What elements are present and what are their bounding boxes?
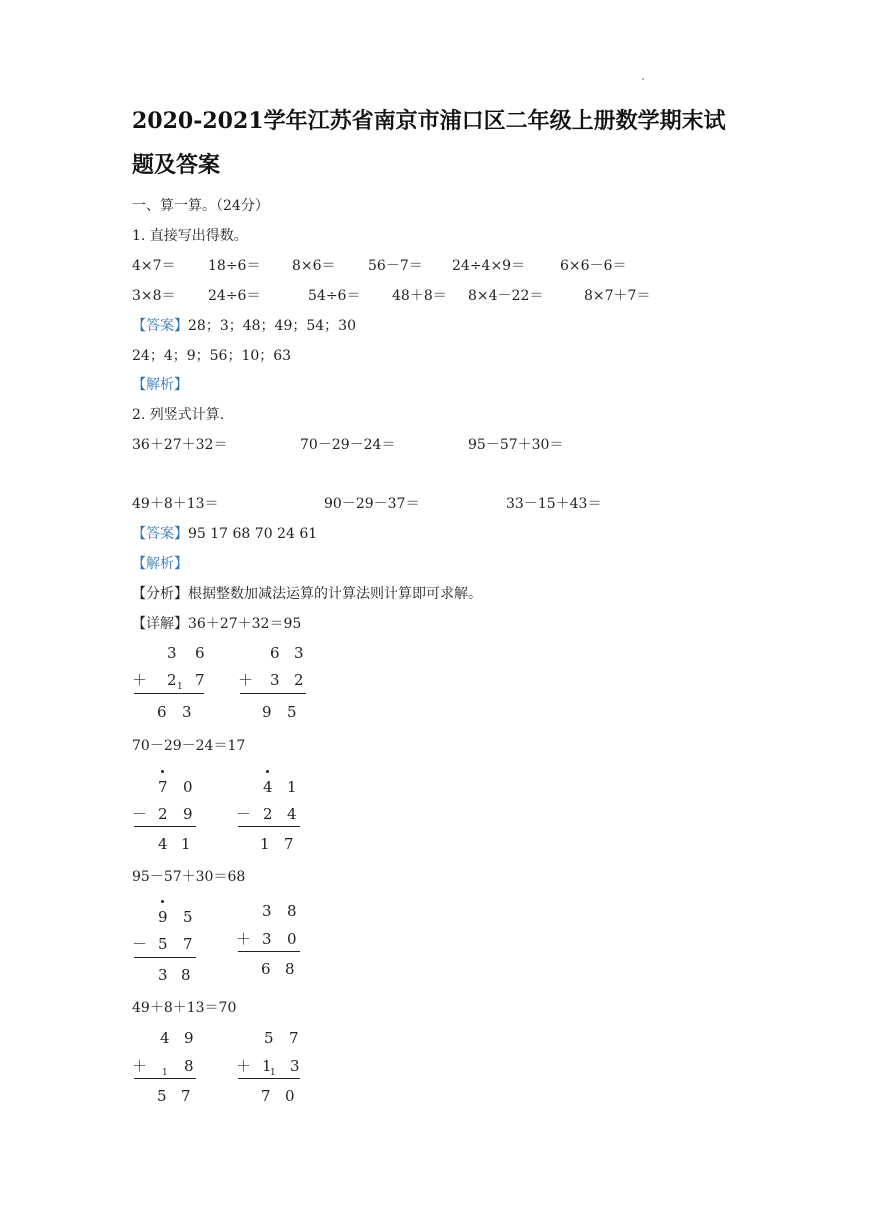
digit: 6 (195, 644, 205, 662)
digit: 0 (285, 1087, 295, 1105)
digit: 2 (294, 671, 304, 689)
answer-text: 28；3；48；49；54；30 (188, 318, 356, 334)
q1-problem: 54÷6＝ (308, 288, 361, 304)
digit: 1 (262, 1057, 272, 1075)
sum-line (238, 1078, 300, 1079)
q2-problem: 49＋8＋13＝ (132, 496, 219, 512)
digit: 3 (167, 644, 177, 662)
digit: 7 (195, 671, 205, 689)
q1-problem: 3×8＝ (132, 288, 176, 304)
q2-analysis-label: 【解析】 (132, 556, 188, 572)
q2-problem: 70－29－24＝ (300, 437, 396, 453)
digit: 5 (157, 1087, 167, 1105)
difference-line (238, 826, 300, 827)
digit: 3 (182, 703, 192, 721)
digit: 0 (287, 930, 297, 948)
borrow-dot (266, 770, 269, 773)
digit: 2 (263, 805, 273, 823)
digit: 7 (183, 935, 193, 953)
document-title-line2: 题及答案 (132, 152, 221, 178)
answer-label: 【答案】 (132, 318, 188, 334)
q2-fenxi (132, 585, 482, 603)
digit: 8 (285, 960, 295, 978)
digit: 9 (184, 1029, 194, 1047)
digit: 3 (270, 671, 280, 689)
q2-answer (132, 525, 317, 543)
plus-sign: ＋ (236, 1057, 252, 1075)
q2-problem: 33－15＋43＝ (506, 496, 602, 512)
digit: 6 (261, 960, 271, 978)
digit: 5 (264, 1029, 274, 1047)
document-title-line1: 2020-2021学年江苏省南京市浦口区二年级上册数学期末试 (132, 108, 726, 134)
digit: 8 (184, 1057, 194, 1075)
digit: 3 (262, 930, 272, 948)
plus-sign: ＋ (238, 671, 254, 689)
carry-mark: 1 (162, 1068, 168, 1078)
sum-line (134, 693, 204, 694)
q1-problem: 8×6＝ (292, 258, 336, 274)
digit: 9 (183, 805, 193, 823)
digit: 5 (183, 908, 193, 926)
digit: 1 (181, 835, 191, 853)
q1-problem: 6×6－6＝ (560, 258, 627, 274)
digit: 7 (284, 835, 294, 853)
question-2-heading: 2. 列竖式计算. (132, 407, 225, 423)
digit: 3 (262, 902, 272, 920)
digit: 4 (158, 835, 168, 853)
xiangjie-label: 【详解】 (132, 616, 188, 632)
digit: 4 (287, 805, 297, 823)
digit: 4 (263, 778, 273, 796)
q1-problem: 24÷4×9＝ (452, 258, 526, 274)
digit: 2 (158, 805, 168, 823)
q1-problem: 8×7＋7＝ (584, 288, 651, 304)
q1-problem: 48＋8＝ (392, 288, 447, 304)
sum-line (134, 1078, 196, 1079)
q2-problem: 95－57＋30＝ (468, 437, 564, 453)
plus-sign: ＋ (132, 1057, 148, 1075)
q1-problem: 18÷6＝ (208, 258, 261, 274)
q1-answer (132, 317, 356, 335)
digit: 9 (262, 703, 272, 721)
digit: 0 (183, 778, 193, 796)
digit: 6 (270, 644, 280, 662)
minus-sign: － (236, 805, 252, 823)
digit: 9 (158, 908, 168, 926)
digit: 7 (289, 1029, 299, 1047)
minus-sign: － (132, 935, 148, 953)
digit: 8 (181, 966, 191, 984)
answer-text: 95 17 68 70 24 61 (188, 526, 318, 542)
minus-sign: － (132, 805, 148, 823)
question-1-heading: 1. 直接写出得数。 (132, 228, 248, 244)
digit: 7 (261, 1087, 271, 1105)
equation: 95－57＋30＝68 (132, 869, 246, 885)
plus-sign: ＋ (236, 930, 252, 948)
digit: 7 (158, 778, 168, 796)
digit: 3 (158, 966, 168, 984)
carry-mark: 1 (177, 682, 183, 692)
digit: 1 (287, 778, 297, 796)
digit: 2 (167, 671, 177, 689)
digit: 7 (181, 1087, 191, 1105)
digit: 8 (287, 902, 297, 920)
equation: 49＋8＋13＝70 (132, 1000, 237, 1016)
fenxi-label: 【分析】 (132, 586, 188, 602)
sum-line (238, 951, 300, 952)
q1-problem: 24÷6＝ (208, 288, 261, 304)
equation: 36＋27＋32＝95 (188, 616, 302, 632)
plus-sign: ＋ (132, 671, 148, 689)
digit: 5 (158, 935, 168, 953)
fenxi-text: 根据整数加减法运算的计算法则计算即可求解。 (188, 586, 482, 602)
sum-line (240, 693, 306, 694)
difference-line (134, 826, 196, 827)
equation: 70－29－24＝17 (132, 738, 246, 754)
digit: 6 (157, 703, 167, 721)
q1-problem: 8×4－22＝ (468, 288, 544, 304)
q1-problem: 56－7＝ (368, 258, 423, 274)
q1-analysis-label: 【解析】 (132, 377, 188, 393)
digit: 1 (260, 835, 270, 853)
digit: 5 (287, 703, 297, 721)
q1-problem: 4×7＝ (132, 258, 176, 274)
digit: 3 (290, 1057, 300, 1075)
digit: 4 (160, 1029, 170, 1047)
q2-problem: 90－29－37＝ (324, 496, 420, 512)
borrow-dot (161, 900, 164, 903)
carry-mark: 1 (270, 1068, 276, 1078)
q1-answer-line2: 24；4；9；56；10；63 (132, 348, 292, 364)
q2-problem: 36＋27＋32＝ (132, 437, 228, 453)
difference-line (134, 957, 196, 958)
section-heading: 一、算一算。（24分） (132, 198, 269, 214)
answer-label: 【答案】 (132, 526, 188, 542)
q2-xiangjie (132, 615, 301, 633)
digit: 3 (294, 644, 304, 662)
borrow-dot (161, 770, 164, 773)
page-mark (642, 78, 644, 80)
